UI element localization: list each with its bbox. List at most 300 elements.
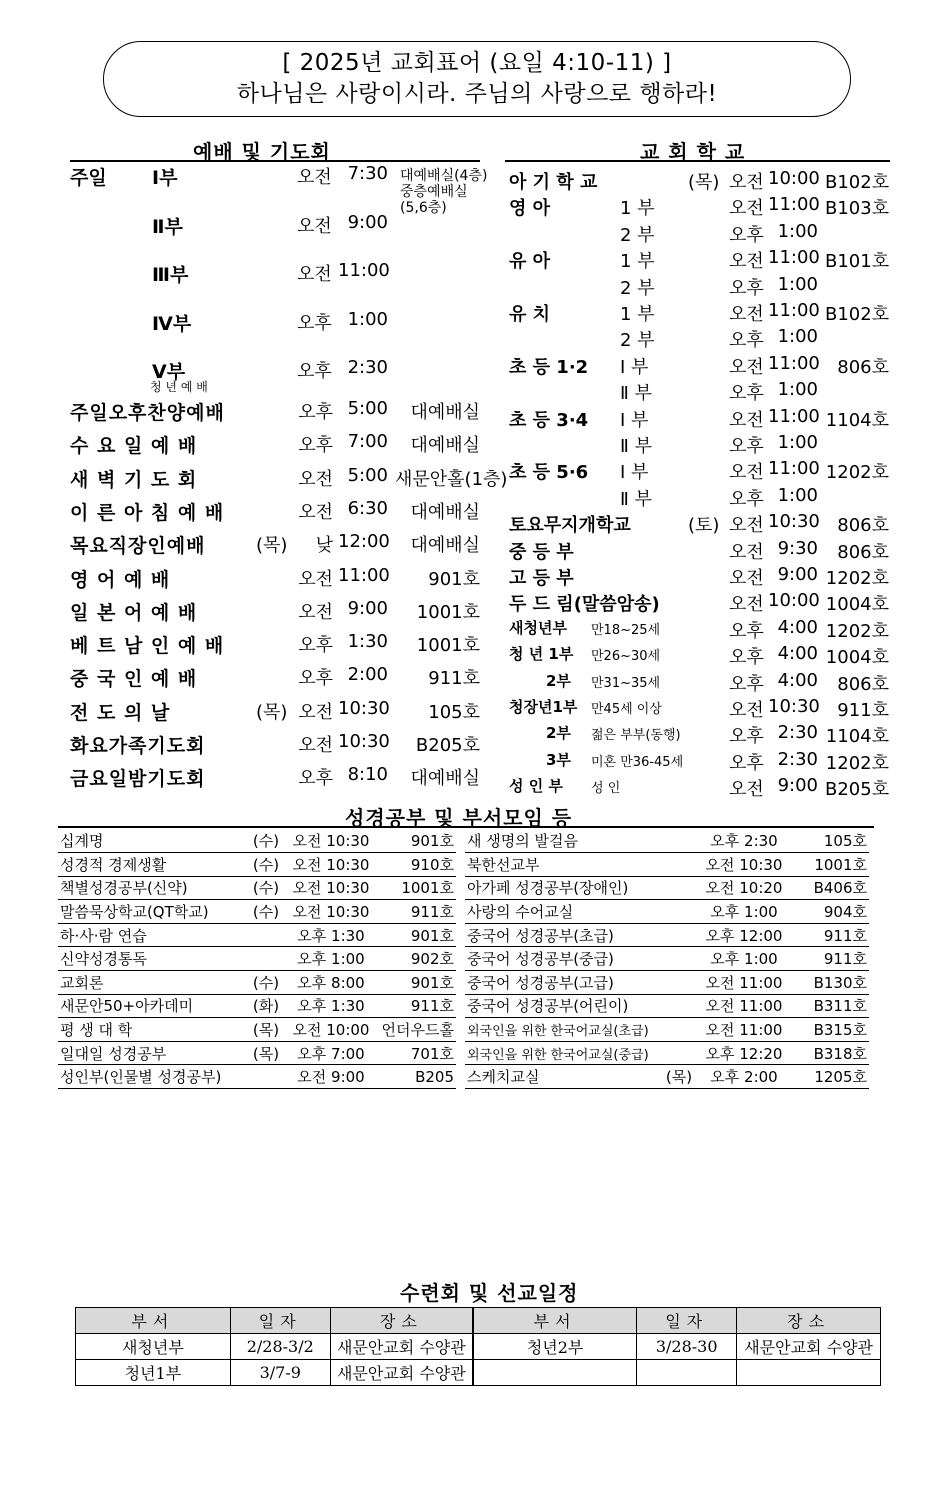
study-name: 아가페 성경공부(장애인) [465, 876, 659, 900]
study-room: 1001호 [789, 853, 869, 877]
study-time: 오전 10:00 [286, 1018, 376, 1042]
service-day: (목) [256, 701, 288, 723]
school-sub: 1 부 [620, 304, 655, 325]
service-place: 1001호 [416, 601, 480, 623]
study-room: 911호 [789, 923, 869, 947]
study-name: 스케치교실 [465, 1065, 659, 1089]
study-row [58, 829, 456, 853]
school-room: 1202호 [825, 752, 889, 774]
school-day: (토) [688, 515, 720, 537]
motto-line-2: 하나님은 사랑이시라. 주님의 사랑으로 행하라! [236, 81, 718, 107]
school-room: 1104호 [825, 726, 889, 748]
school-sub: 2 부 [620, 330, 655, 352]
service-time: 5:00 [347, 398, 388, 419]
retreat-row [76, 1360, 881, 1386]
study-row [465, 994, 869, 1018]
study-rule [58, 826, 874, 828]
study-room: B311호 [789, 994, 869, 1018]
retreat-cell: 청년2부 [473, 1334, 637, 1360]
school-room: 1004호 [825, 647, 889, 669]
study-title: 성경공부 및 부서모임 등 [345, 806, 573, 830]
retreat-cell: 3/28-30 [637, 1334, 737, 1360]
study-name: 중국어 성경공부(초급) [465, 923, 659, 947]
study-row [58, 1065, 456, 1089]
study-day: (수) [246, 876, 286, 900]
study-time: 오후 2:00 [699, 1065, 789, 1089]
school-ampm: 오전 [729, 594, 764, 616]
school-name: 유 치 [509, 304, 551, 325]
school-room: B101호 [825, 251, 890, 273]
service-ampm: 오전 [298, 735, 333, 756]
retreat-cell: 새문안교회 수양관 [330, 1334, 473, 1360]
school-name: 2부 [546, 724, 571, 743]
retreat-header: 장소 [330, 1308, 473, 1334]
study-time: 오전 10:30 [286, 853, 376, 877]
service-place: 105호 [428, 701, 480, 723]
study-name: 중국어 성경공부(어린이) [465, 994, 659, 1018]
sunday-ampm: 오전 [297, 264, 332, 285]
service-time: 5:00 [347, 464, 388, 486]
school-time: 4:00 [777, 616, 818, 638]
school-room: 806호 [837, 515, 889, 537]
study-row [465, 947, 869, 971]
study-day: (목) [246, 1018, 286, 1042]
school-sub: Ⅰ 부 [620, 356, 649, 378]
retreat-cell: 3/7-9 [230, 1360, 330, 1386]
service-place: 대예배실 [410, 535, 480, 557]
service-place: 대예배실 [410, 501, 480, 523]
school-sub: Ⅱ 부 [620, 488, 652, 510]
study-room: 1001호 [376, 876, 456, 900]
study-time: 오후 12:00 [699, 923, 789, 947]
worship-rule [70, 160, 480, 162]
sunday-part: Ⅴ부 [152, 361, 186, 383]
study-room: B318호 [789, 1041, 869, 1065]
service-name: 금요일밤기도회 [70, 768, 206, 791]
school-room: 806호 [837, 541, 889, 563]
school-ampm: 오후 [729, 383, 764, 405]
school-time: 1:00 [777, 273, 818, 295]
study-name: 새문안50+아카데미 [58, 994, 246, 1018]
study-row [465, 923, 869, 947]
sunday-room: 대예배실(4층) [400, 168, 488, 184]
school-room: 1004호 [825, 594, 889, 616]
school-ampm: 오전 [729, 568, 764, 589]
school-sub: 1 부 [620, 251, 655, 273]
school-sub: 1 부 [620, 198, 655, 220]
study-name: 사랑의 수어교실 [465, 900, 659, 924]
retreat-header: 일자 [637, 1308, 737, 1334]
study-day [659, 971, 699, 995]
study-row [465, 1018, 869, 1042]
school-note: 만18~25세 [591, 622, 661, 638]
study-day [659, 876, 699, 900]
study-room: 911호 [376, 994, 456, 1018]
school-day: (목) [688, 172, 720, 193]
school-room: B102호 [825, 172, 890, 193]
retreat-header: 부서 [473, 1308, 637, 1334]
study-day [246, 923, 286, 947]
school-ampm: 오후 [729, 647, 764, 669]
school-sub: 2 부 [620, 224, 655, 246]
study-time: 오후 2:30 [699, 829, 789, 853]
school-time: 11:00 [768, 458, 820, 480]
study-room: 901호 [376, 971, 456, 995]
study-day [659, 1018, 699, 1042]
study-row [58, 994, 456, 1018]
sunday-part: Ⅲ부 [152, 264, 189, 286]
retreat-header: 부서 [76, 1308, 231, 1334]
school-time: 1:00 [777, 379, 818, 401]
school-ampm: 오전 [729, 356, 764, 378]
study-row [58, 971, 456, 995]
study-name: 외국인을 위한 한국어교실(중급) [465, 1041, 659, 1065]
service-ampm: 오후 [298, 668, 333, 690]
sunday-time: 11:00 [338, 260, 390, 281]
service-name: 중 국 인 예 배 [70, 668, 198, 691]
school-time: 1:00 [777, 220, 818, 242]
service-name: 화요가족기도회 [70, 735, 206, 757]
school-ampm: 오전 [729, 700, 764, 721]
service-time: 6:30 [347, 497, 388, 519]
school-ampm: 오후 [729, 224, 764, 246]
service-name: 전 도 의 날 [70, 701, 171, 724]
school-name: 새청년부 [509, 618, 567, 637]
study-name: 말씀묵상학교(QT학교) [58, 900, 246, 924]
school-time: 9:30 [777, 537, 818, 559]
school-ampm: 오후 [729, 277, 764, 299]
study-room: B130호 [789, 971, 869, 995]
service-place: 911호 [428, 668, 480, 690]
school-name: 초 등 1·2 [509, 356, 589, 378]
service-place: 1001호 [416, 635, 480, 657]
service-ampm: 오전 [298, 701, 333, 723]
study-day [659, 947, 699, 971]
study-room: 901호 [376, 829, 456, 853]
sunday-label: 주일 [70, 167, 107, 189]
study-name: 외국인을 위한 한국어교실(초급) [465, 1018, 659, 1042]
motto-banner [103, 41, 851, 117]
study-row [58, 1018, 456, 1042]
service-time: 11:00 [338, 564, 390, 586]
service-place: 새문안홀(1층) [395, 468, 508, 490]
service-time: 1:30 [347, 631, 388, 653]
study-row [58, 876, 456, 900]
school-note: 만26~30세 [591, 649, 661, 665]
study-table-right [465, 829, 869, 1089]
retreat-table [75, 1307, 881, 1386]
school-ampm: 오전 [729, 779, 764, 801]
service-ampm: 오후 [298, 768, 333, 790]
school-time: 11:00 [768, 247, 820, 269]
school-note: 만31~35세 [591, 675, 661, 691]
study-name: 중국어 성경공부(중급) [465, 947, 659, 971]
school-room: 1202호 [825, 462, 889, 484]
school-name: 토요무지개학교 [509, 515, 631, 537]
retreat-header: 일자 [230, 1308, 330, 1334]
study-name: 일대일 성경공부 [58, 1041, 246, 1065]
study-name: 신약성경통독 [58, 947, 246, 971]
school-ampm: 오후 [729, 330, 764, 352]
school-name: 청장년1부 [509, 698, 578, 716]
study-day: (수) [246, 853, 286, 877]
study-row [465, 829, 869, 853]
service-time: 8:10 [347, 764, 388, 786]
study-name: 중국어 성경공부(고급) [465, 971, 659, 995]
service-time: 10:30 [338, 697, 390, 719]
school-name: 청 년 1부 [509, 645, 574, 664]
sunday-time: 9:00 [347, 211, 388, 233]
service-name: 일 본 어 예 배 [70, 601, 198, 624]
school-name: 초 등 3·4 [509, 409, 589, 431]
school-ampm: 오전 [729, 198, 764, 220]
study-day: (수) [246, 829, 286, 853]
study-time: 오후 7:00 [286, 1041, 376, 1065]
study-room: B315호 [789, 1018, 869, 1042]
study-day: (수) [246, 971, 286, 995]
school-ampm: 오후 [729, 620, 764, 642]
study-name: 책별성경공부(신약) [58, 876, 246, 900]
study-row [465, 900, 869, 924]
school-room: 1104호 [825, 409, 889, 431]
school-name: 유 아 [509, 251, 551, 273]
school-note: 성 인 [591, 781, 621, 797]
sunday-time: 2:30 [347, 357, 388, 378]
school-rule [505, 160, 890, 162]
school-time: 9:00 [777, 775, 818, 797]
school-time: 11:00 [768, 194, 820, 216]
study-day: (화) [246, 994, 286, 1018]
study-room: 701호 [376, 1041, 456, 1065]
school-time: 11:00 [768, 300, 820, 321]
retreat-cell: 새문안교회 수양관 [330, 1360, 473, 1386]
study-row [465, 1065, 869, 1089]
study-time: 오후 1:30 [286, 994, 376, 1018]
school-time: 1:00 [777, 432, 818, 453]
study-time: 오전 11:00 [699, 1018, 789, 1042]
school-time: 11:00 [768, 352, 820, 374]
sunday-part: Ⅰ부 [152, 167, 178, 189]
service-place: 대예배실 [410, 402, 480, 423]
sunday-time: 1:00 [347, 308, 388, 330]
study-name: 성경적 경제생활 [58, 853, 246, 877]
sunday-part: Ⅳ부 [152, 312, 192, 335]
study-name: 교회론 [58, 971, 246, 995]
school-time: 2:30 [777, 722, 818, 744]
study-row [465, 876, 869, 900]
study-time: 오전 10:30 [286, 829, 376, 853]
study-time: 오후 8:00 [286, 971, 376, 995]
school-name: 영 아 [509, 198, 551, 220]
school-room: 1202호 [825, 568, 889, 589]
sunday-ampm: 오후 [297, 312, 332, 334]
study-name: 평 생 대 학 [58, 1018, 246, 1042]
motto-line-1: [ 2025년 교회표어 (요일 4:10-11) ] [282, 50, 672, 76]
school-room: B102호 [825, 304, 890, 325]
school-ampm: 오전 [729, 515, 764, 537]
service-ampm: 오전 [298, 501, 333, 523]
school-room: B205호 [825, 779, 890, 801]
study-day: (목) [659, 1065, 699, 1089]
school-time: 11:00 [768, 405, 820, 427]
service-ampm: 오전 [298, 568, 333, 590]
school-time: 1:00 [777, 326, 818, 348]
study-name: 북한선교부 [465, 853, 659, 877]
school-room: 806호 [837, 673, 889, 695]
school-sub: Ⅰ 부 [620, 409, 649, 431]
study-time: 오전 9:00 [286, 1065, 376, 1089]
service-place: 901호 [428, 568, 480, 590]
service-name: 이 른 아 침 예 배 [70, 501, 225, 524]
school-time: 2:30 [777, 748, 818, 770]
study-room: B205 [376, 1065, 456, 1089]
school-ampm: 오전 [729, 462, 764, 484]
school-ampm: 오후 [729, 752, 764, 774]
study-row [58, 1041, 456, 1065]
retreat-cell: 청년1부 [76, 1360, 231, 1386]
sunday-ampm: 오후 [297, 361, 332, 382]
school-title: 교 회 학 교 [640, 140, 746, 164]
service-name: 목요직장인예배 [70, 535, 206, 558]
study-name: 성인부(인물별 성경공부) [58, 1065, 246, 1089]
retreat-row [76, 1334, 881, 1360]
service-time: 7:00 [347, 431, 388, 453]
service-name: 새 벽 기 도 회 [70, 468, 198, 491]
school-ampm: 오후 [729, 673, 764, 695]
school-ampm: 오전 [729, 304, 764, 325]
school-name: 성 인 부 [509, 777, 563, 796]
study-day [246, 947, 286, 971]
retreat-cell: 2/28-3/2 [230, 1334, 330, 1360]
school-time: 4:00 [777, 643, 818, 665]
school-note: 미혼 만36-45세 [591, 754, 684, 770]
school-name: 고 등 부 [509, 568, 574, 589]
sunday-ampm: 오전 [297, 215, 332, 237]
study-time: 오후 1:30 [286, 923, 376, 947]
retreat-cell [473, 1360, 637, 1386]
study-room: 901호 [376, 923, 456, 947]
study-row [465, 971, 869, 995]
retreat-title: 수련회 및 선교일정 [400, 1281, 579, 1305]
school-time: 10:30 [768, 511, 820, 533]
study-room: 911호 [376, 900, 456, 924]
school-name: 두 드 림(말씀암송) [509, 594, 660, 616]
school-room: B103호 [825, 198, 890, 220]
study-room: 911호 [789, 947, 869, 971]
school-note: 만45세 이상 [591, 702, 662, 717]
study-row [58, 900, 456, 924]
service-time: 9:00 [347, 597, 388, 619]
school-sub: 2 부 [620, 277, 655, 299]
school-room: 911호 [837, 700, 889, 721]
study-time: 오후 1:00 [699, 900, 789, 924]
service-time: 10:30 [338, 731, 390, 752]
school-time: 1:00 [777, 484, 818, 506]
school-name: 3부 [546, 750, 571, 769]
service-ampm: 오후 [298, 435, 333, 457]
study-row [58, 947, 456, 971]
study-row [465, 853, 869, 877]
sunday-room: (5,6층) [400, 200, 447, 216]
study-day: (목) [246, 1041, 286, 1065]
study-time: 오전 10:30 [286, 876, 376, 900]
school-ampm: 오후 [729, 726, 764, 748]
service-place: 대예배실 [410, 435, 480, 457]
school-ampm: 오전 [729, 541, 764, 563]
study-room: 105호 [789, 829, 869, 853]
service-time: 2:00 [347, 664, 388, 686]
school-name: 중 등 부 [509, 541, 574, 563]
study-room: B406호 [789, 876, 869, 900]
school-time: 10:30 [768, 696, 820, 717]
school-name: 초 등 5·6 [509, 462, 589, 484]
worship-title: 예배 및 기도회 [193, 140, 331, 164]
study-row [465, 1041, 869, 1065]
school-ampm: 오후 [729, 488, 764, 510]
study-time: 오전 11:00 [699, 994, 789, 1018]
school-room: 806호 [837, 356, 889, 378]
study-room: 1205호 [789, 1065, 869, 1089]
study-time: 오후 1:00 [699, 947, 789, 971]
study-time: 오전 10:20 [699, 876, 789, 900]
study-row [58, 923, 456, 947]
study-day [659, 853, 699, 877]
service-name: 수 요 일 예 배 [70, 435, 198, 458]
study-day: (수) [246, 900, 286, 924]
study-room: 904호 [789, 900, 869, 924]
sunday-ampm: 오전 [297, 167, 332, 188]
school-ampm: 오전 [729, 409, 764, 431]
school-time: 4:00 [777, 669, 818, 691]
school-time: 10:00 [768, 590, 820, 612]
service-name: 주일오후찬양예배 [70, 402, 225, 424]
sunday-room: 중층예배실 [400, 184, 468, 200]
service-ampm: 오후 [298, 635, 333, 657]
school-time: 10:00 [768, 168, 820, 189]
study-room: 910호 [376, 853, 456, 877]
study-time: 오후 12:20 [699, 1041, 789, 1065]
study-room: 언더우드홀 [376, 1018, 456, 1042]
school-time: 9:00 [777, 564, 818, 585]
study-table-left [58, 829, 456, 1089]
retreat-header: 장소 [737, 1308, 881, 1334]
school-room: 1202호 [825, 620, 889, 642]
study-time: 오전 10:30 [699, 853, 789, 877]
study-name: 새 생명의 발걸음 [465, 829, 659, 853]
retreat-cell [737, 1360, 881, 1386]
retreat-cell [637, 1360, 737, 1386]
school-sub: Ⅰ 부 [620, 462, 649, 484]
service-time: 12:00 [338, 531, 390, 553]
study-day [659, 1041, 699, 1065]
service-ampm: 오전 [298, 601, 333, 623]
school-sub: Ⅱ 부 [620, 436, 652, 457]
study-day [659, 923, 699, 947]
school-name: 아 기 학 교 [509, 172, 598, 193]
study-room: 902호 [376, 947, 456, 971]
service-name: 베 트 남 인 예 배 [70, 635, 225, 658]
service-place: 대예배실 [410, 768, 480, 790]
study-day [659, 829, 699, 853]
retreat-cell: 새청년부 [76, 1334, 231, 1360]
retreat-cell: 새문안교회 수양관 [737, 1334, 881, 1360]
study-day [659, 900, 699, 924]
study-day [659, 994, 699, 1018]
study-name: 하·사·람 연습 [58, 923, 246, 947]
school-sub: Ⅱ 부 [620, 383, 652, 405]
service-ampm: 낮 [315, 535, 333, 557]
sunday-part: Ⅱ부 [152, 215, 183, 238]
